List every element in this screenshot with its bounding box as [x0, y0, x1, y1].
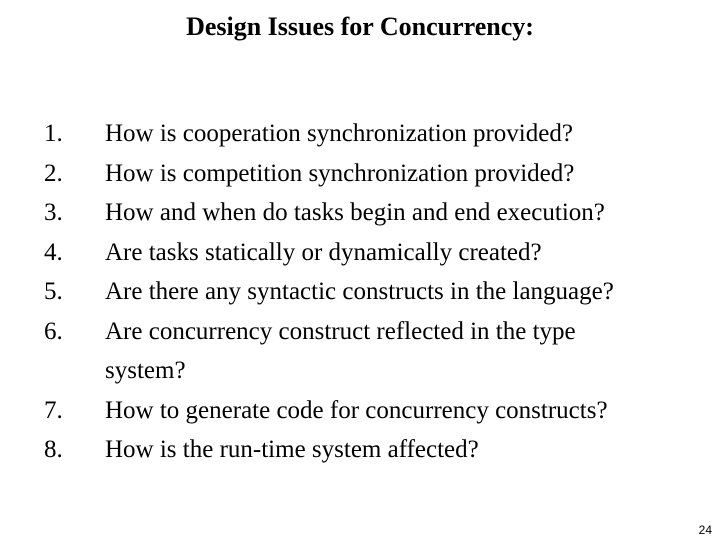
list-item: [44, 154, 684, 194]
list-item: [44, 193, 684, 233]
list-item: [44, 430, 684, 470]
item-text: Are there any syntactic constructs in the language?: [105, 278, 614, 305]
item-number: 2.: [44, 159, 63, 187]
item-number: 4.: [44, 238, 63, 266]
item-text: How to generate code for concurrency constructs?: [105, 396, 608, 424]
item-number: 5.: [44, 278, 63, 305]
item-number: 7.: [44, 396, 63, 424]
item-number: 1.: [44, 120, 63, 147]
list-item: [44, 391, 684, 431]
issues-list: [44, 114, 684, 470]
item-text: How is competition synchronization provided?: [105, 159, 575, 187]
list-item: [44, 233, 684, 273]
item-number: 3.: [44, 199, 63, 226]
item-text: Are concurrency construct reflected in the type system?: [105, 317, 576, 384]
list-item: [44, 272, 684, 312]
item-text: Are tasks statically or dynamically created?: [105, 238, 542, 266]
list-item: [44, 114, 684, 154]
list-item: [44, 312, 684, 391]
item-text: How is cooperation synchronization provided?: [105, 120, 573, 147]
item-text: How and when do tasks begin and end execution?: [105, 199, 605, 226]
item-number: 8.: [44, 436, 63, 463]
item-number: 6.: [44, 317, 63, 345]
page-number: 24: [698, 523, 712, 537]
item-text: How is the run-time system affected?: [105, 436, 479, 463]
slide-title: Design Issues for Concurrency:: [186, 12, 534, 41]
